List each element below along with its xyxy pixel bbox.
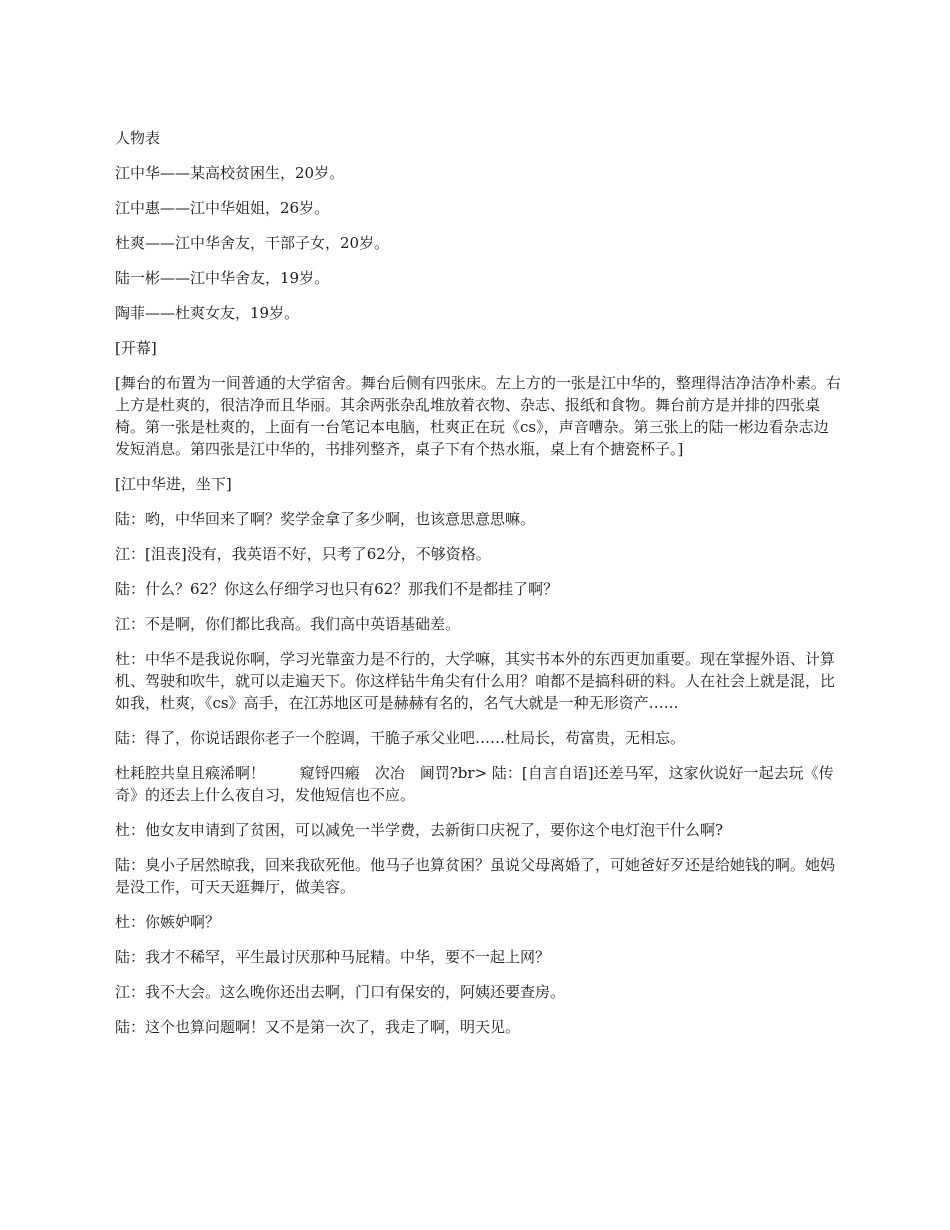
dialogue-line: 江：我不大会。这么晚你还出去啊，门口有保安的，阿姨还要查房。: [115, 983, 566, 1001]
cast-list-heading: 人物表: [115, 129, 161, 147]
document-body: [115, 127, 843, 1051]
dialogue-line: 杜：你嫉妒啊？: [115, 913, 221, 931]
dialogue-line: 杜：他女友申请到了贫困，可以减免一半学费，去新街口庆祝了，要你这个电灯泡干什么啊?: [115, 821, 724, 839]
dialogue-line: 江：不是啊，你们都比我高。我们高中英语基础差。: [115, 615, 461, 633]
cast-entry: 江中华——某高校贫困生，20岁。: [115, 164, 345, 182]
cast-entry: 杜爽——江中华舍友，干部子女，20岁。: [115, 234, 390, 252]
dialogue-line: 江：[沮丧]没有，我英语不好，只考了62分，不够资格。: [115, 545, 491, 563]
stage-direction: [开幕]: [115, 339, 157, 357]
dialogue-line: 陆：臭小子居然晾我，回来我砍死他。他马子也算贫困？虽说父母离婚了，可她爸好歹还是给她钱的啊。她妈是没工作，可天天逛舞厅，做美容。: [115, 856, 836, 896]
dialogue-line: 杜耗腔共皇且瘊浠啊！ 窥锊四瘢 次冶 阃罚?br> 陆：[自言自语]还差马军，这家伙说好一起去玩《传奇》的还去上什么夜自习，发他短信也不应。: [115, 764, 834, 804]
dialogue-line: 陆：什么？62？你这么仔细学习也只有62？那我们不是都挂了啊？: [115, 580, 559, 598]
cast-entry: 陶菲——杜爽女友，19岁。: [115, 304, 300, 322]
dialogue-line: 陆：哟，中华回来了啊？奖学金拿了多少啊，也该意思意思嘛。: [115, 510, 536, 528]
dialogue-line: 杜：中华不是我说你啊，学习光靠蛮力是不行的，大学嘛，其实书本外的东西更加重要。现在掌握外语、计算机、驾驶和吹牛，就可以走遍天下。你这样钻牛角尖有什么用？咱都不是搞科研的料。人在社会上就是混，比如我，杜爽，《cs》高手，在江苏地区可是赫赫有名的，名气大就是一种无形资产……: [115, 650, 836, 712]
dialogue-line: 陆：得了，你说话跟你老子一个腔调，干脆子承父业吧……杜局长，苟富贵，无相忘。: [115, 729, 686, 747]
cast-entry: 江中惠——江中华姐姐，26岁。: [115, 199, 330, 217]
stage-direction: [舞台的布置为一间普通的大学宿舍。舞台后侧有四张床。左上方的一张是江中华的，整理得洁净洁净朴素。右上方是杜爽的，很洁净而且华丽。其余两张杂乱堆放着衣物、杂志、报纸和食物。舞台前方是并排的四张桌椅。第一张是杜爽的，上面有一台笔记本电脑，杜爽正在玩《cs》，声音嘈杂。第三张上的陆一彬边看杂志边发短消息。第四张是江中华的，书排列整齐，桌子下有个热水瓶，桌上有个搪瓷杯子。]: [115, 374, 841, 458]
stage-direction: [江中华进，坐下]: [115, 475, 232, 493]
dialogue-line: 陆：这个也算问题啊！又不是第一次了，我走了啊，明天见。: [115, 1018, 521, 1036]
dialogue-line: 陆：我才不稀罕，平生最讨厌那种马屁精。中华，要不一起上网？: [115, 948, 551, 966]
cast-entry: 陆一彬——江中华舍友，19岁。: [115, 269, 330, 287]
